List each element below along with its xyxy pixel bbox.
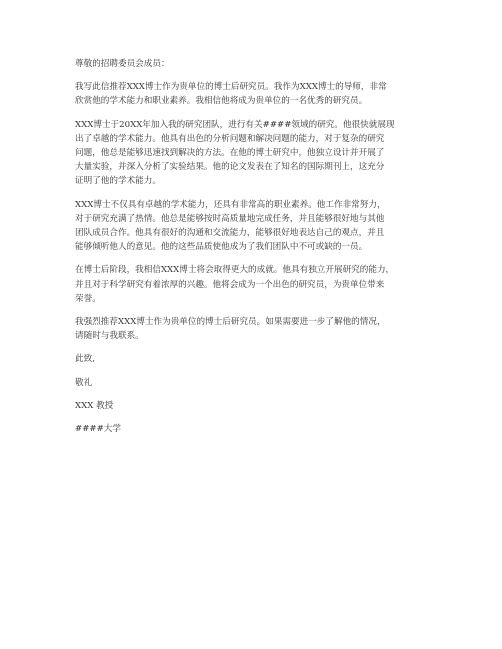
letter-paragraph-outlook: 在博士后阶段，我相信XXX博士将会取得更大的成就。他具有独立开展研究的能力， 并且对于科学研究有着浓厚的兴趣。他将会成为一个出色的研究员，为贵单位带来 荣誉。 (75, 265, 395, 304)
letter-signer: XXX 教授 (75, 400, 114, 411)
letter-closing: 此致, (75, 354, 95, 365)
recommendation-letter (75, 57, 435, 445)
letter-institution: ####大学 (75, 424, 121, 435)
letter-paragraph-research: XXX博士于20XX年加入我的研究团队，进行有关####领域的研究。他很快就展现 出了卓越的学术能力。他具有出色的分析问题和解决问题的能力，对于复杂的研究 问题，他总是能够迅速找到解决的方法。在他的博士研究中，他独立设计并开展了 大量实验，并深入分析了实验结果。他的论文发表在了知名的国际期刊上，这充分 证明了他的学术能力。 (75, 119, 395, 187)
letter-paragraph-intro: 我写此信推荐XXX博士作为贵单位的博士后研究员。我作为XXX博士的导师，非常 欣赏他的学术能力和职业素养。我相信他将成为贵单位的一名优秀的研究员。 (75, 82, 387, 107)
letter-paragraph-recommendation: 我强烈推荐XXX博士作为贵单位的博士后研究员。如果需要进一步了解他的情况， 请随时与我联系。 (75, 317, 386, 342)
letter-salutation: 尊敬的招聘委员会成员： (75, 59, 170, 69)
letter-regards: 敬礼 (75, 377, 93, 388)
letter-paragraph-professionalism: XXX博士不仅具有卓越的学术能力，还具有非常高的职业素养。他工作非常努力， 对于研究充满了热情。他总是能够按时高质量地完成任务，并且能够很好地与其他 团队成员合作。他具有很好的沟通和交流能力，能够很好地表达自己的观点，并且 能够倾听他人的意见。他的这些品质使他成为了我们团队中不可或缺的一员。 (75, 199, 386, 253)
